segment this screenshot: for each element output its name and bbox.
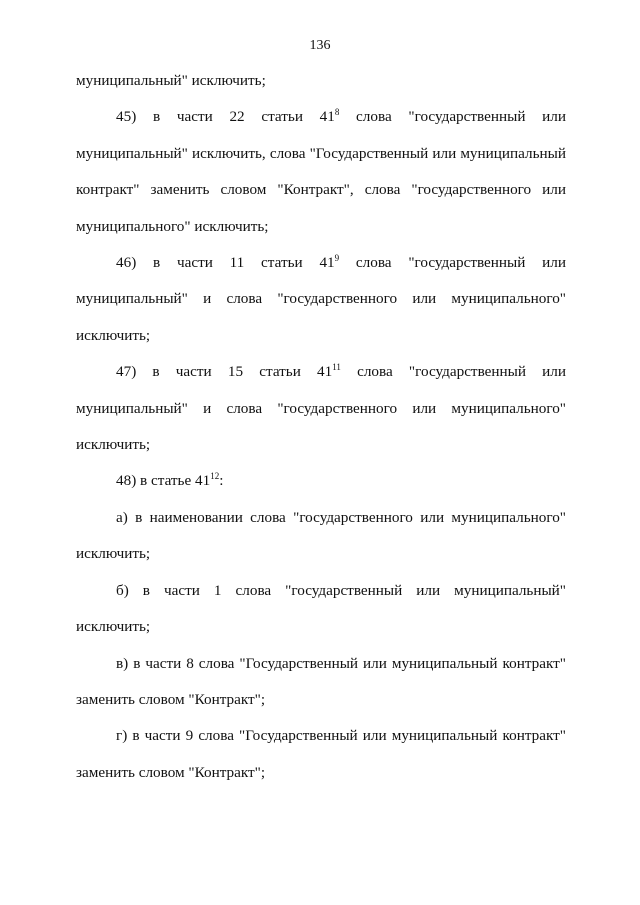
item-48-lead: 48) в статье 41 [116,472,211,490]
paragraph-subitem-v: в) в части 8 слова "Государственный или муниципальный контракт" заменить словом "Контракт"; [76,654,566,708]
item-46-text: слова "государственный или муниципальный" и слова "государственного или муниципального" исключить; [76,254,566,344]
paragraph-subitem-g: г) в части 9 слова "Государственный или муниципальный контракт" заменить словом "Контракт"; [76,727,566,781]
page-number: 136 [309,38,331,53]
document-body [76,63,566,791]
item-47-lead: 47) в части 15 статьи 41 [116,363,333,381]
paragraph-item-45 [76,99,566,245]
item-48-text: : [219,472,224,490]
paragraph-subitem-a: а) в наименовании слова "государственного или муниципального" исключить; [76,508,566,563]
item-47-superscript: 11 [332,362,341,373]
item-45-lead: 45) в части 22 статьи 41 [116,108,335,126]
item-45-superscript: 8 [334,107,340,118]
paragraph-item-46 [76,245,566,354]
paragraph-subitem-b: б) в части 1 слова "государственный или муниципальный" исключить; [76,581,566,636]
item-46-superscript: 9 [334,253,340,264]
paragraph-continuation: муниципальный" исключить; [76,72,266,89]
paragraph-item-48 [76,463,566,499]
item-48-superscript: 12 [210,471,220,482]
item-47-text: слова "государственный или муниципальный" и слова "государственного или муниципального" исключить; [76,363,567,454]
paragraph-item-47 [76,354,566,463]
item-46-lead: 46) в части 11 статьи 41 [116,254,335,272]
item-45-text: слова "государственный или муниципальный" исключить, слова "Государственный или муниципальный контракт" заменить словом "Контракт", слова "государственного или муниципального" исключить; [76,108,566,235]
